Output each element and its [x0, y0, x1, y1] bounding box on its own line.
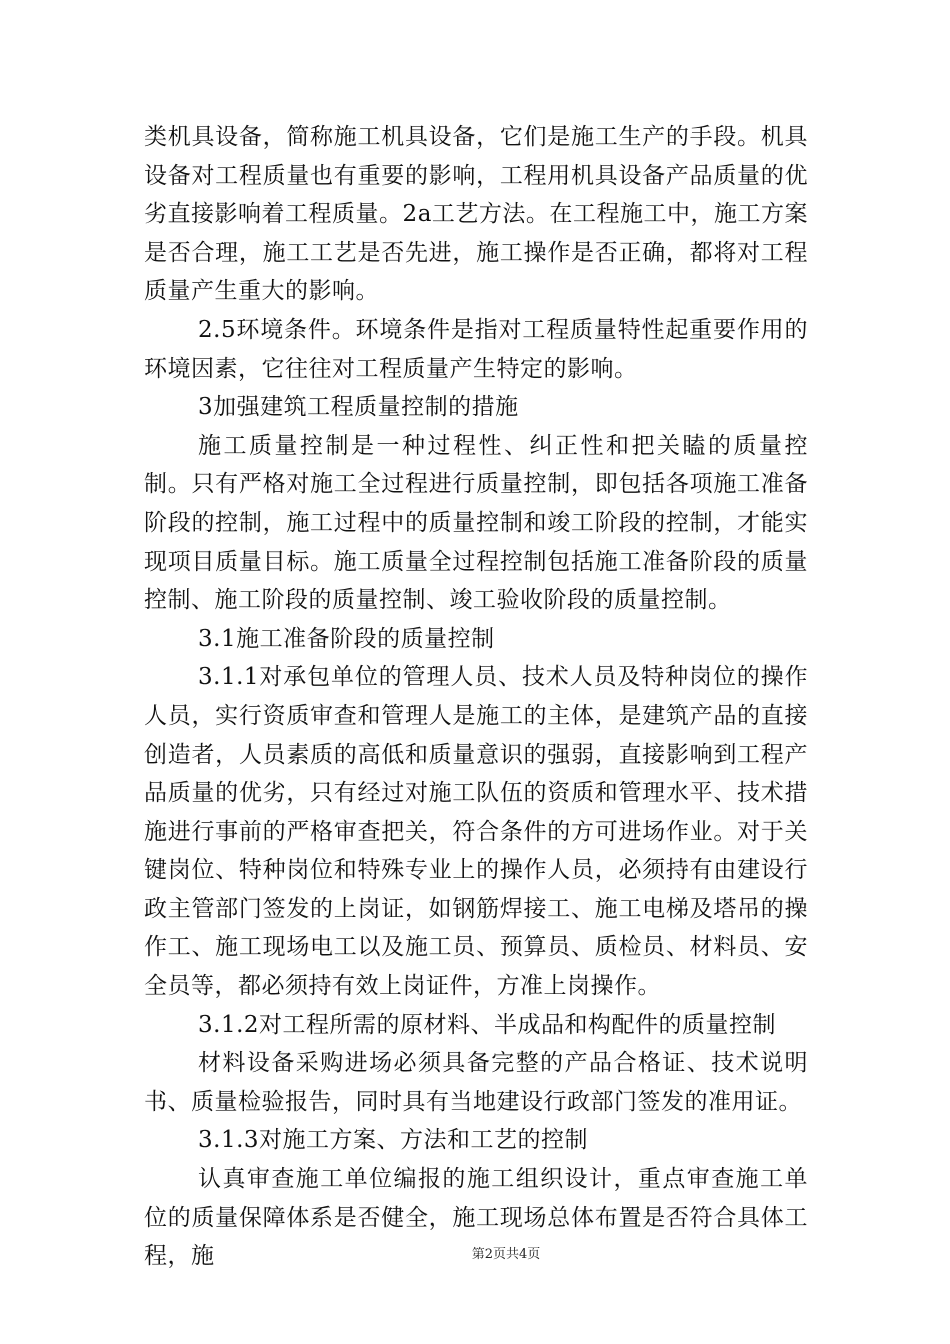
section-heading-3: 3加强建筑工程质量控制的措施	[198, 394, 519, 421]
page-number-footer: 第2页共4页	[471, 1247, 541, 1262]
body-paragraph-4: 施工质量控制是一种过程性、纠正性和把关瞌的质量控制。只有严格对施工全过程进行质量控制，即包括各项施工准备阶段的控制，施工过程中的质量控制和竣工阶段的控制，才能实现项目质量目标。施工质量全过程控制包括施工准备阶段的质量控制、施工阶段的质量控制、竣工验收阶段的质量控制。	[144, 432, 808, 614]
body-paragraph-3-1-1: 3.1.1对承包单位的管理人员、技术人员及特种岗位的操作人员，实行资质审查和管理人是施工的主体，是建筑产品的直接创造者，人员素质的高低和质量意识的强弱，直接影响到工程产品质量的优劣，只有经过对施工队伍的资质和管理水平、技术措施进行事前的严格审查把关，符合条件的方可进场作业。对于关键岗位、特种岗位和特殊专业上的操作人员，必须持有由建设行政主管部门签发的上岗证，如钢筋焊接工、施工电梯及塔吊的操作工、施工现场电工以及施工员、预算员、质检员、材料员、安全员等，都必须持有效上岗证件，方准上岗操作。	[144, 664, 808, 1000]
body-paragraph-review: 认真审查施工单位编报的施工组织设计，重点审查施工单位的质量保障体系是否健全，施工现场总体布置是否符合具体工程，施	[144, 1166, 808, 1270]
body-paragraph-1: 类机具设备，简称施工机具设备，它们是施工生产的手段。机具设备对工程质量也有重要的影响，工程用机具设备产品质量的优劣直接影响着工程质量。2a工艺方法。在工程施工中，施工方案是否合理，施工工艺是否先进，施工操作是否正确，都将对工程质量产生重大的影响。	[144, 124, 808, 305]
subsection-heading-3-1: 3.1施工准备阶段的质量控制	[198, 625, 495, 652]
document-page	[144, 118, 808, 1276]
body-paragraph-2: 2.5环境条件。环境条件是指对工程质量特性起重要作用的环境因素，它往往对工程质量产生特定的影响。	[144, 316, 808, 382]
body-paragraph-materials: 材料设备采购进场必须具备完整的产品合格证、技术说明书、质量检验报告，同时具有当地建设行政部门签发的准用证。	[144, 1050, 808, 1115]
subsection-heading-3-1-3: 3.1.3对施工方案、方法和工艺的控制	[198, 1127, 589, 1154]
subsection-heading-3-1-2: 3.1.2对工程所需的原材料、半成品和构配件的质量控制	[198, 1011, 777, 1038]
